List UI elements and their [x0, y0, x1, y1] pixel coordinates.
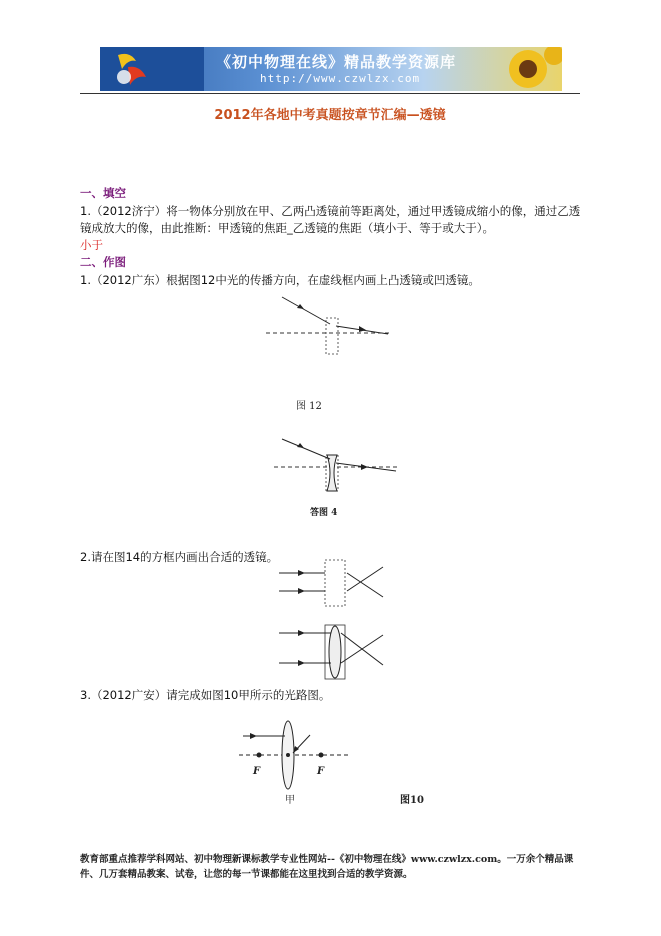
focus-label-left: F: [253, 766, 261, 777]
header-banner: [100, 47, 562, 91]
figure-10-sub-label: 甲: [285, 795, 295, 806]
drawing-question-3: 3.（2012广安）请完成如图10甲所示的光路图。: [80, 688, 331, 702]
sunflower-icon: [482, 47, 562, 91]
page-footer: [80, 852, 600, 882]
page-title: 2012年各地中考真题按章节汇编—透镜: [214, 108, 446, 123]
question-1-line-1: 1.（2012济宁）将一物体分别放在甲、乙两凸透镜前等距离处，通过甲透镜成缩小的像，通过乙透: [80, 204, 581, 218]
banner-title: 《初中物理在线》精品教学资源库: [216, 53, 457, 71]
answer-figure-4-caption: 答图 4: [310, 508, 338, 518]
focus-label-right: F: [317, 766, 325, 777]
figure-14-diagram: [275, 555, 395, 685]
convex-lens-icon: [329, 626, 341, 678]
drawing-question-2: 2.请在图14的方框内画出合适的透镜。: [80, 550, 279, 564]
section-heading-drawing: 二、作图: [80, 255, 126, 269]
section-heading-fill-blank: 一、填空: [80, 186, 126, 200]
figure-12-diagram: [260, 290, 400, 420]
header-divider: [80, 93, 580, 94]
drawing-question-1: 1.（2012广东）根据图12中光的传播方向，在虚线框内画上凸透镜或凹透镜。: [80, 273, 480, 287]
answer-figure-4-diagram: [270, 433, 410, 523]
site-logo-icon: [100, 47, 204, 91]
footer-line-1: 教育部重点推荐学科网站、初中物理新课标教学专业性网站--《初中物理在线》www.czwlzx.com。一万余个精品课: [80, 854, 574, 865]
figure-10-diagram: [235, 705, 435, 815]
answer-text: 小于: [80, 238, 103, 252]
footer-line-2: 件、几万套精品教案、试卷，让您的每一节课都能在这里找到合适的教学资源。: [80, 869, 413, 880]
question-1-line-2: 镜成放大的像，由此推断：甲透镜的焦距_乙透镜的焦距（填小于、等于或大于）。: [80, 221, 494, 235]
concave-lens-icon: [327, 455, 337, 491]
figure-10-caption: 图10: [400, 795, 424, 806]
banner-url[interactable]: http://www.czwlzx.com: [260, 72, 421, 85]
figure-12-caption: 图 12: [296, 401, 322, 412]
